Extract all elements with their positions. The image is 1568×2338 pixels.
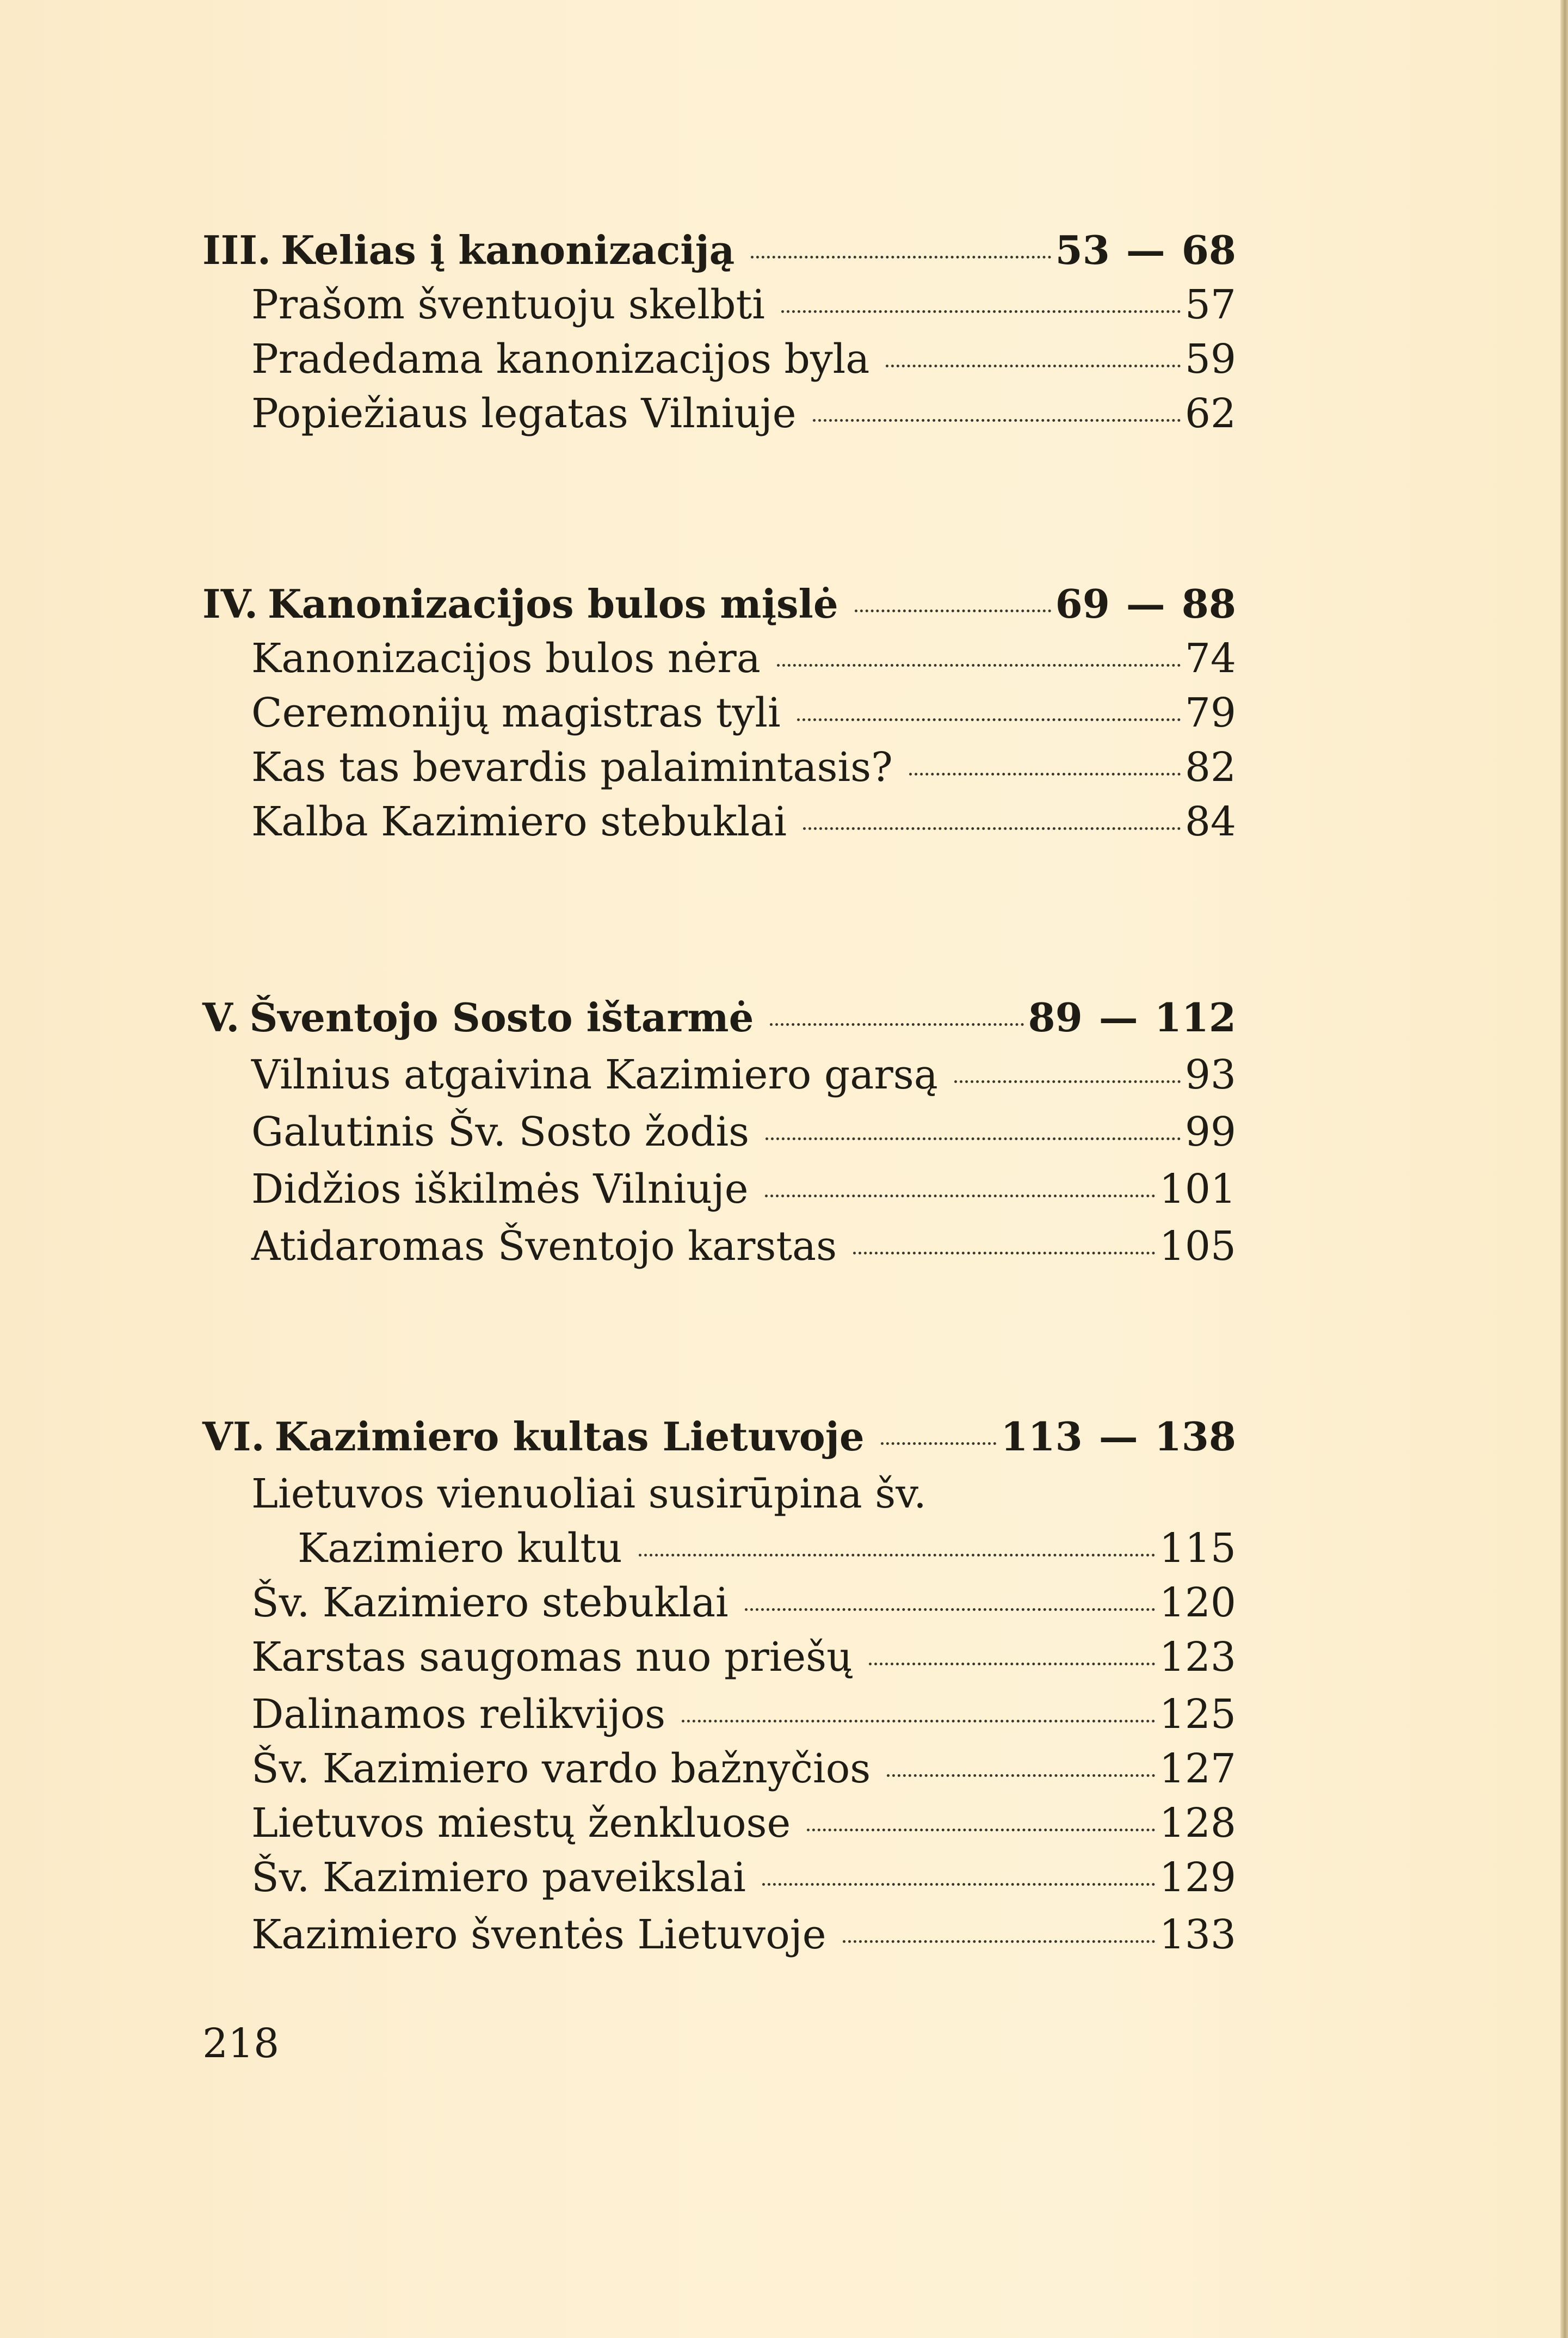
toc-chapter-v [202, 990, 1236, 1045]
page-end: 112 [1154, 994, 1236, 1041]
toc-entry [202, 278, 1236, 332]
entry-title: Dalinamos relikvijos [251, 1691, 666, 1738]
page-number: 218 [202, 2020, 280, 2067]
entry-title: Karstas saugomas nuo priešų [251, 1634, 853, 1681]
entry-page: 120 [1159, 1579, 1236, 1626]
entry-title: Pradedama kanonizacijos byla [251, 336, 870, 383]
toc-entry [202, 1162, 1236, 1216]
range-dash: — [1126, 227, 1165, 273]
entry-page: 128 [1159, 1800, 1236, 1847]
entry-page: 57 [1184, 281, 1236, 328]
dot-leader [770, 1023, 1023, 1026]
toc-chapter-iv [202, 577, 1236, 631]
entry-title: Šv. Kazimiero paveikslai [251, 1854, 746, 1901]
page-end: 88 [1181, 581, 1236, 627]
dot-leader [909, 773, 1181, 776]
chapter-numeral: III. [202, 227, 271, 273]
chapter-title: Kelias į kanonizaciją [281, 227, 735, 273]
dot-leader [639, 1554, 1155, 1556]
dot-leader [886, 365, 1180, 367]
entry-title: Prašom šventuoju skelbti [251, 281, 765, 328]
dot-leader [855, 610, 1051, 612]
toc-entry [202, 631, 1236, 686]
entry-page: 101 [1159, 1166, 1236, 1213]
entry-page: 62 [1184, 390, 1236, 437]
entry-title: Šv. Kazimiero stebuklai [251, 1579, 729, 1626]
chapter-title: Kanonizacijos bulos mįslė [268, 581, 838, 627]
chapter-numeral: IV. [202, 581, 258, 627]
toc-entry [202, 1048, 1236, 1102]
entry-page: 127 [1159, 1745, 1236, 1792]
page-edge-shadow [1560, 0, 1568, 2338]
page-start: 69 [1055, 581, 1110, 627]
toc-entry [202, 1687, 1236, 1742]
page-start: 89 [1028, 994, 1083, 1041]
entry-page: 84 [1184, 798, 1236, 845]
dot-leader [853, 1252, 1155, 1254]
dot-leader [954, 1080, 1181, 1083]
entry-title: Lietuvos vienuoliai susirūpina šv. [251, 1471, 927, 1517]
toc-entry [202, 1467, 1236, 1521]
dot-leader [813, 419, 1181, 422]
dot-leader [781, 310, 1181, 313]
dot-leader [777, 664, 1181, 667]
chapter-numeral: VI. [202, 1413, 265, 1460]
entry-page: 129 [1159, 1854, 1236, 1901]
entry-title: Šv. Kazimiero vardo bažnyčios [251, 1745, 871, 1792]
entry-title: Popiežiaus legatas Vilniuje [251, 390, 797, 437]
page-start: 53 [1055, 227, 1110, 273]
toc-entry [202, 1796, 1236, 1850]
entry-page: 74 [1184, 635, 1236, 682]
chapter-title: Kazimiero kultas Lietuvoje [274, 1413, 865, 1460]
range-dash: — [1098, 994, 1138, 1041]
entry-page: 82 [1184, 744, 1236, 791]
range-dash: — [1098, 1413, 1138, 1460]
dot-leader [807, 1829, 1155, 1831]
dot-leader [887, 1774, 1155, 1777]
entry-page: 133 [1159, 1911, 1236, 1958]
entry-page: 59 [1184, 336, 1236, 383]
entry-page: 123 [1159, 1634, 1236, 1681]
dot-leader [762, 1883, 1155, 1886]
entry-title: Ceremonijų magistras tyli [251, 690, 781, 736]
toc-entry [202, 1742, 1236, 1796]
entry-page: 125 [1159, 1691, 1236, 1738]
entry-title: Atidaromas Šventojo karstas [251, 1223, 837, 1270]
dot-leader [766, 1137, 1181, 1140]
entry-page: 105 [1159, 1223, 1236, 1270]
dot-leader [869, 1663, 1155, 1665]
dot-leader [765, 1195, 1155, 1197]
toc-entry [202, 1850, 1236, 1905]
entry-title: Kalba Kazimiero stebuklai [251, 798, 787, 845]
dot-leader [745, 1608, 1155, 1611]
page-end: 68 [1181, 227, 1236, 273]
entry-title: Vilnius atgaivina Kazimiero garsą [251, 1051, 938, 1098]
entry-title: Didžios iškilmės Vilniuje [251, 1166, 749, 1213]
chapter-numeral: V. [202, 994, 240, 1041]
entry-page: 93 [1184, 1051, 1236, 1098]
dot-leader [797, 718, 1181, 721]
entry-title-continuation: Kazimiero kultu [298, 1525, 622, 1572]
dot-leader [843, 1940, 1155, 1943]
toc-entry [202, 1219, 1236, 1273]
toc-entry [202, 740, 1236, 795]
toc-entry [202, 686, 1236, 740]
toc-chapter-iii [202, 223, 1236, 278]
entry-title: Kas tas bevardis palaimintasis? [251, 744, 893, 791]
dot-leader [751, 256, 1051, 259]
toc-entry-continuation [202, 1521, 1236, 1576]
toc-entry [202, 1105, 1236, 1159]
entry-title: Lietuvos miestų ženkluose [251, 1800, 791, 1847]
chapter-title: Šventojo Sosto ištarmė [249, 994, 754, 1041]
toc-chapter-vi [202, 1410, 1236, 1464]
toc-entry [202, 1576, 1236, 1630]
page-end: 138 [1154, 1413, 1236, 1460]
entry-title: Galutinis Šv. Sosto žodis [251, 1109, 750, 1155]
entry-page: 99 [1184, 1109, 1236, 1155]
toc-entry [202, 386, 1236, 441]
page-start: 113 [1001, 1413, 1083, 1460]
dot-leader [881, 1442, 997, 1445]
dot-leader [682, 1720, 1155, 1722]
entry-page: 79 [1184, 690, 1236, 736]
entry-page: 115 [1159, 1525, 1236, 1572]
entry-title: Kanonizacijos bulos nėra [251, 635, 761, 682]
toc-entry [202, 1908, 1236, 1962]
dot-leader [803, 827, 1181, 830]
toc-entry [202, 795, 1236, 849]
range-dash: — [1126, 581, 1165, 627]
toc-entry [202, 1630, 1236, 1684]
entry-title: Kazimiero šventės Lietuvoje [251, 1911, 826, 1958]
toc-entry [202, 332, 1236, 386]
